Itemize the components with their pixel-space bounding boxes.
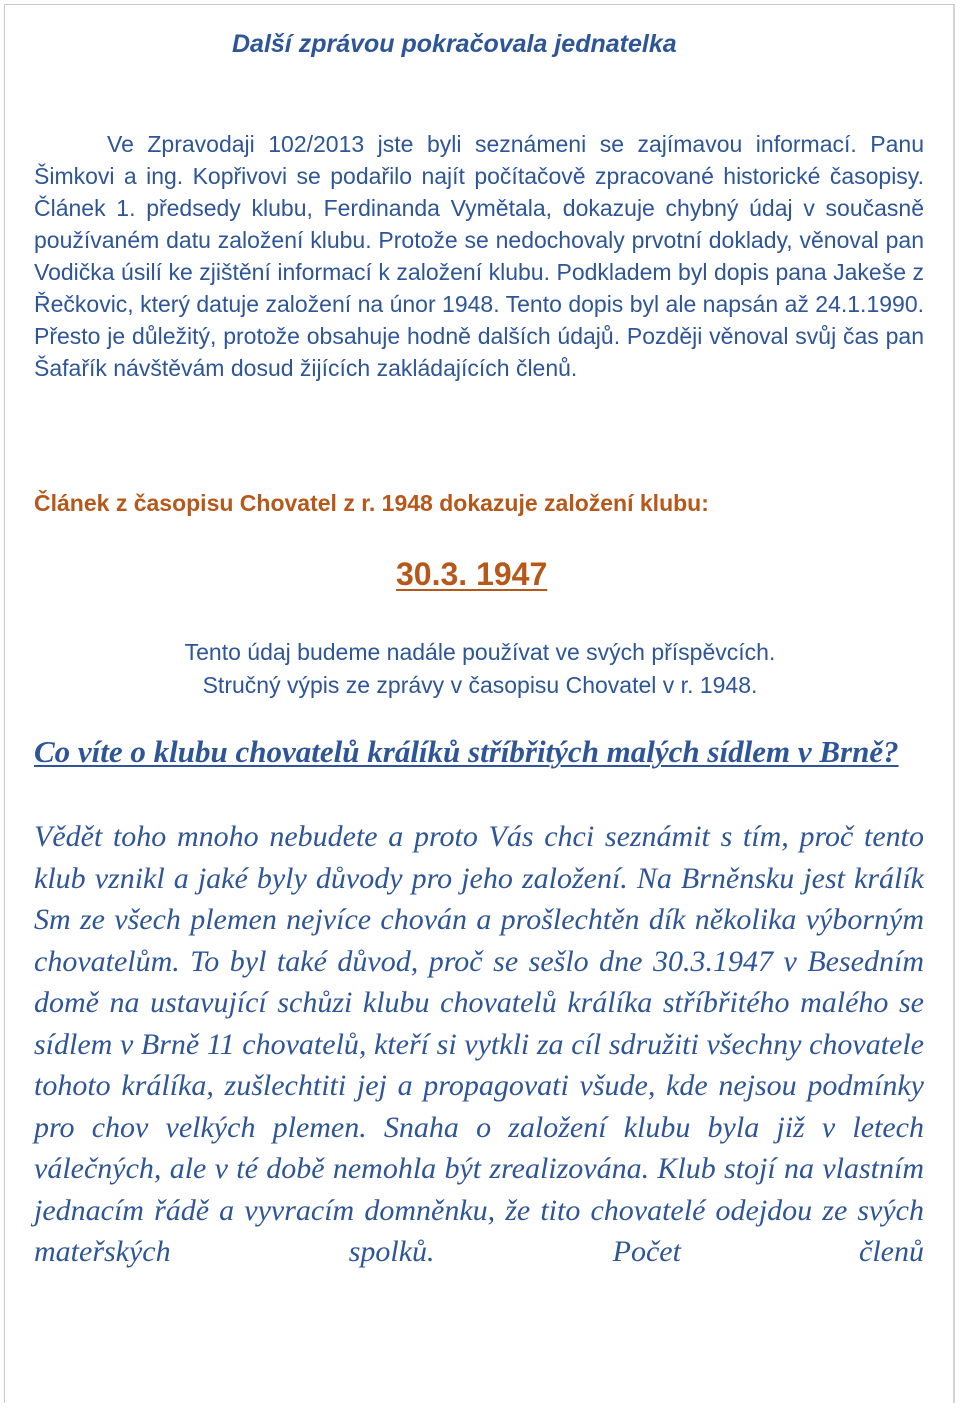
intro-text: Ve Zpravodaji 102/2013 jste byli seznámeni se zajímavou informací. Panu Šimkovi a ing. Kopřivovi se podařilo najít počítačově zpracované historické časopisy. Článek 1. předsedy klubu, Ferdinanda Vymětala, dokazuje chybný údaj v současně používaném datu založení klubu. Protože se nedochovaly prvotní doklady, věnoval pan Vodička úsilí ke zjištění informací k založení klubu. Podkladem byl dopis pana Jakeše z Řečkovic, který datuje založení na únor 1948. Tento dopis byl ale napsán až 24.1.1990. Přesto je důležitý, protože obsahuje hodně dalších údajů. Později věnoval svůj čas pan Šafařík návštěvám dosud žijících zakládajících členů. [34,131,924,381]
intro-paragraph [34,128,924,384]
section-heading: Další zprávou pokračovala jednatelka [232,30,677,58]
story-paragraph: Vědět toho mnoho nebudete a proto Vás chci seznámit s tím, proč tento klub vznikl a jaké byly důvody pro jeho založení. Na Brněnsku jest králík Sm ze všech plemen nejvíce chován a prošlechtěn dík několika výborným chovatelům. To byl také důvod, proč se sešlo dne 30.3.1947 v Besedním domě na ustavující schůzi klubu chovatelů králíka stříbřitého malého se sídlem v Brně 11 chovatelů, kteří si vytkli za cíl sdružiti všechny chovatele tohoto králíka, zušlechtiti jej a propagovati všude, kde nejsou podmínky pro chov velkých plemen. Snaha o založení klubu byla již v letech válečných, ale v té době nemohla být zrealizována. Klub stojí na vlastním jednacím řádě a vyvracím domněnku, že tito chovatelé odejdou ze svých mateřských spolků. Počet členů [34,820,924,1268]
usage-note-line: Tento údaj budeme nadále používat ve svých příspěvcích. [184,639,776,665]
usage-note-line: Stručný výpis ze zprávy v časopisu Chovatel v r. 1948. [202,672,758,698]
question-title: Co víte o klubu chovatelů králíků stříbřitých malých sídlem v Brně? [34,734,899,769]
article-reference: Článek z časopisu Chovatel z r. 1948 dokazuje založení klubu: [34,490,709,516]
usage-note [0,636,960,702]
founding-date: 30.3. 1947 [396,556,548,592]
